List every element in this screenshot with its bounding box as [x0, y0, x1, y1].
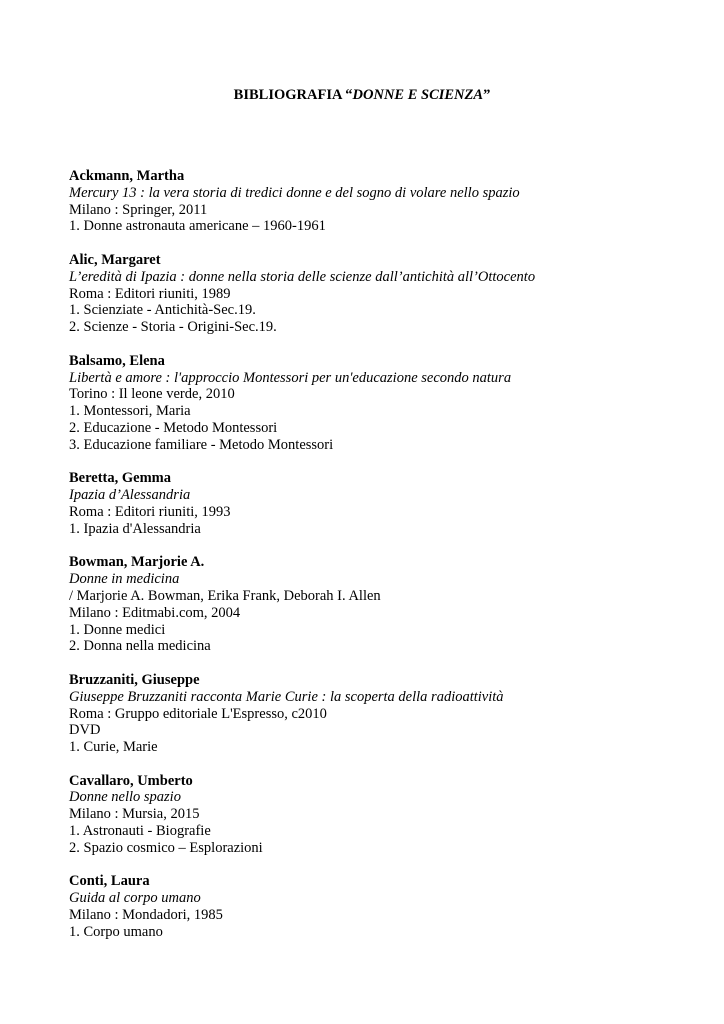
entry-title: Libertà e amore : l'approccio Montessori per un'educazione secondo natura [69, 369, 512, 386]
entry-author: Bowman, Marjorie A. [69, 554, 205, 571]
entry-detail: 1. Donne medici [69, 621, 166, 638]
entry-detail: Roma : Gruppo editoriale L'Espresso, c2010 [69, 705, 327, 722]
entry-detail: Roma : Editori riuniti, 1993 [69, 503, 231, 520]
entry-detail: Milano : Springer, 2011 [69, 201, 208, 218]
entry-author: Balsamo, Elena [69, 352, 165, 369]
entry-detail: 1. Curie, Marie [69, 739, 158, 756]
title-prefix: BIBLIOGRAFIA “ [233, 87, 353, 103]
bibliography-entry [69, 168, 689, 235]
entry-detail: 1. Ipazia d'Alessandria [69, 520, 201, 537]
entry-detail: Milano : Mondadori, 1985 [69, 907, 223, 924]
entry-title: Giuseppe Bruzzaniti racconta Marie Curie : la scoperta della radioattività [69, 688, 504, 705]
title-suffix: ” [483, 87, 491, 103]
entry-title: Ipazia d’Alessandria [69, 487, 191, 504]
entry-detail: / Marjorie A. Bowman, Erika Frank, Deborah I. Allen [69, 587, 381, 604]
entry-detail: 2. Educazione - Metodo Montessori [69, 419, 278, 436]
entry-detail: Roma : Editori riuniti, 1989 [69, 285, 231, 302]
entry-detail: 1. Scienziate - Antichità-Sec.19. [69, 302, 256, 319]
entry-title: L’eredità di Ipazia : donne nella storia delle scienze dall’antichità all’Ottocento [69, 268, 536, 285]
entry-detail: 2. Scienze - Storia - Origini-Sec.19. [69, 319, 277, 336]
entry-title: Mercury 13 : la vera storia di tredici donne e del sogno di volare nello spazio [69, 184, 520, 201]
entry-author: Cavallaro, Umberto [69, 772, 193, 789]
entry-author: Conti, Laura [69, 873, 150, 890]
entry-detail: 3. Educazione familiare - Metodo Montessori [69, 436, 334, 453]
bibliography-entry [69, 252, 689, 336]
bibliography-entry [69, 873, 689, 940]
entry-detail: 1. Montessori, Maria [69, 403, 191, 420]
entry-title: Donne nello spazio [69, 789, 181, 806]
entry-detail: 1. Corpo umano [69, 923, 163, 940]
bibliography-entry [69, 554, 689, 655]
entry-detail: 2. Spazio cosmico – Esplorazioni [69, 839, 263, 856]
entry-author: Bruzzaniti, Giuseppe [69, 671, 200, 688]
bibliography-entry [69, 672, 689, 756]
entry-detail: Milano : Editmabi.com, 2004 [69, 604, 241, 621]
entry-title: Guida al corpo umano [69, 890, 201, 907]
entry-author: Beretta, Gemma [69, 470, 171, 487]
entry-detail: 2. Donna nella medicina [69, 638, 211, 655]
entry-title: Donne in medicina [69, 571, 180, 588]
entry-author: Ackmann, Martha [69, 168, 185, 184]
bibliography-entry [69, 773, 689, 857]
entry-detail: DVD [69, 722, 101, 739]
bibliography-list [69, 168, 689, 957]
entry-detail: Milano : Mursia, 2015 [69, 806, 200, 823]
document-title [0, 86, 724, 104]
title-italic: DONNE E SCIENZA [352, 87, 484, 103]
bibliography-entry [69, 353, 689, 454]
entry-detail: Torino : Il leone verde, 2010 [69, 386, 235, 403]
entry-author: Alic, Margaret [69, 251, 161, 268]
entry-detail: 1. Donne astronauta americane – 1960-1961 [69, 218, 326, 235]
bibliography-entry [69, 470, 689, 537]
entry-detail: 1. Astronauti - Biografie [69, 823, 211, 840]
